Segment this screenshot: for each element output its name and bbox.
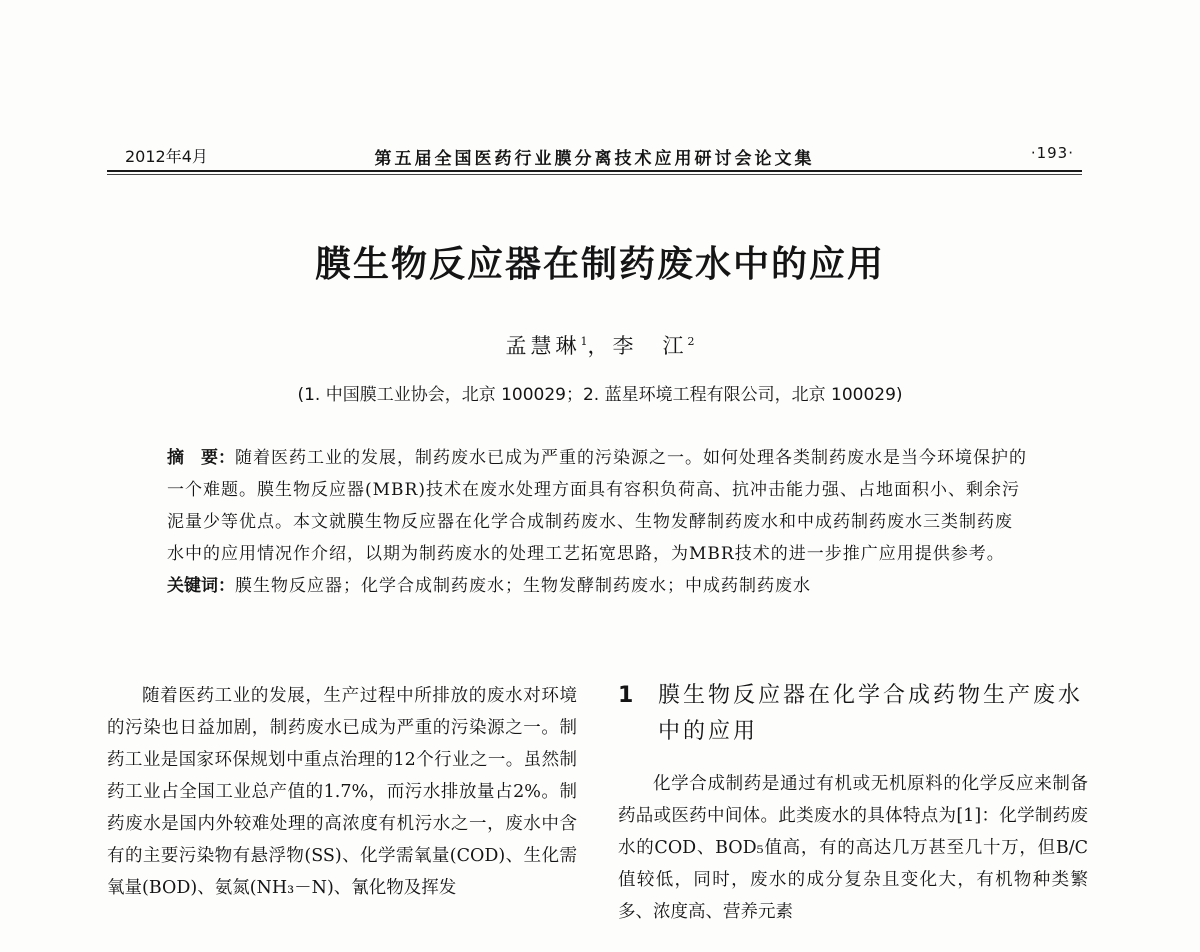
section-paragraph: 化学合成制药是通过有机或无机原料的化学反应来制备药品或医药中间体。此类废水的具体特点为[1]：化学制药废水的COD、BOD₅值高，有的高达几万甚至几十万，但B/C值较低，同时，废水的成分复杂且变化大，有机物种类繁多、浓度高、营养元素	[618, 774, 1088, 922]
body-column-left	[107, 680, 577, 904]
author-separator: ，	[587, 334, 613, 358]
abstract-label: 摘 要：	[167, 448, 235, 468]
abstract-block	[167, 442, 1027, 602]
affiliation: (1. 中国膜工业协会，北京 100029；2. 蓝星环境工程有限公司，北京 100029)	[297, 385, 903, 405]
section-title: 膜生物反应器在化学合成药物生产废水中的应用	[658, 683, 1084, 744]
author-1-affil-mark: 1	[580, 335, 588, 348]
author-1-name: 孟慧琳	[505, 334, 581, 358]
header-date: 2012年4月	[125, 147, 208, 166]
intro-paragraph: 随着医药工业的发展，生产过程中所排放的废水对环境的污染也日益加剧，制药废水已成为严重的污染源之一。制药工业是国家环保规划中重点治理的12个行业之一。虽然制药工业占全国工业总产值的1.7%，而污水排放量占2%。制药废水是国内外较难处理的高浓度有机污水之一，废水中含有的主要污染物有悬浮物(SS)、化学需氧量(COD)、生化需氧量(BOD)、氨氮(NH₃－N)、氰化物及挥发	[107, 686, 577, 898]
section-heading	[618, 678, 1088, 750]
paper-title: 膜生物反应器在制药废水中的应用	[314, 243, 885, 285]
abstract-paragraph	[167, 442, 1027, 570]
keywords-text: 膜生物反应器；化学合成制药废水；生物发酵制药废水；中成药制药废水	[235, 576, 811, 596]
header-journal-title: 第五届全国医药行业膜分离技术应用研讨会论文集	[374, 149, 815, 169]
author-line	[107, 330, 1093, 360]
section-number: 1	[618, 683, 634, 708]
author-2-affil-mark: 2	[687, 335, 695, 348]
abstract-text: 随着医药工业的发展，制药废水已成为严重的污染源之一。如何处理各类制药废水是当今环境保护的一个难题。膜生物反应器(MBR)技术在废水处理方面具有容积负荷高、抗冲击能力强、占地面积小、剩余污泥量少等优点。本文就膜生物反应器在化学合成制药废水、生物发酵制药废水和中成药制药废水三类制药废水中的应用情况作介绍，以期为制药废水的处理工艺拓宽思路，为MBR技术的进一步推广应用提供参考。	[167, 448, 1027, 564]
author-2-name: 李 江	[612, 334, 688, 358]
running-header	[107, 144, 1082, 168]
keywords-label: 关键词：	[167, 576, 235, 596]
keywords-paragraph	[167, 570, 1027, 602]
body-column-right	[618, 680, 1088, 928]
header-page-number: ·193·	[1030, 144, 1074, 162]
header-rule-thick	[107, 170, 1082, 172]
header-rule-thin	[107, 174, 1082, 175]
